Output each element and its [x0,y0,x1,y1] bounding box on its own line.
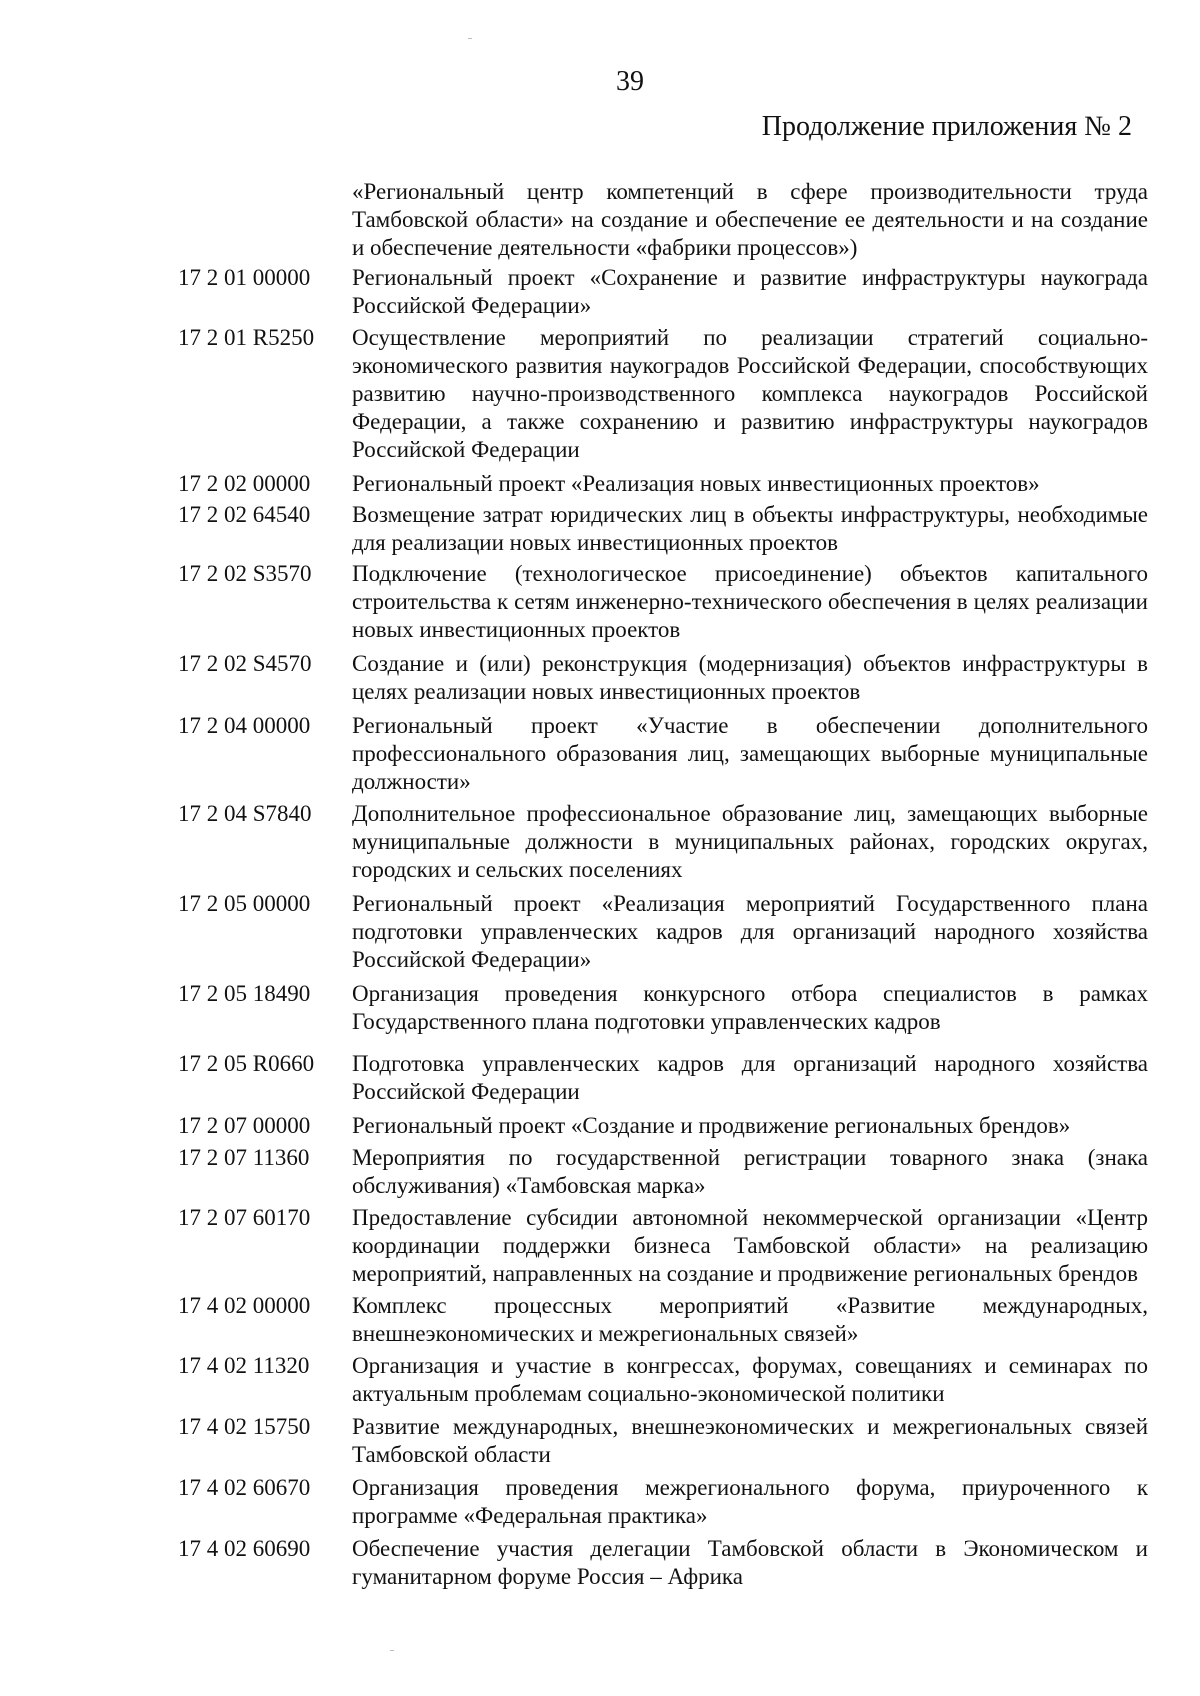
table-row [0,1112,1200,1140]
scan-mark [390,1650,394,1651]
table-row [0,712,1200,796]
classification-code: 17 2 02 S4570 [178,651,312,676]
table-row [0,1535,1200,1591]
classification-code: 17 2 01 R5250 [178,325,315,350]
classification-code: 17 2 05 00000 [178,891,311,916]
classification-code: 17 2 05 18490 [178,981,311,1006]
table-row [0,1413,1200,1469]
table-row [0,470,1200,498]
table-row [0,890,1200,974]
table-row [0,1050,1200,1106]
classification-code: 17 2 07 60170 [178,1205,311,1230]
classification-description: Предоставление субсидии автономной некоммерческой организации «Центр координации поддержки бизнеса Тамбовской области» на реализацию мероприятий, направленных на создание и продвижение региональных брендов [352,1205,1148,1286]
appendix-header: Продолжение приложения № 2 [761,111,1132,142]
table-row [0,264,1200,320]
table-row [0,501,1200,557]
classification-description: Создание и (или) реконструкция (модернизация) объектов инфраструктуры в целях реализации новых инвестиционных проектов [352,651,1148,704]
classification-description: Осуществление мероприятий по реализации стратегий социально-экономического развития наукоградов Российской Федерации, способствующих развитию научно-производственного комплекса наукоградов Российской Федерации, а также сохранению и развитию инфраструктуры наукоградов Российской Федерации [352,325,1148,462]
table-row [0,980,1200,1036]
classification-description: Региональный проект «Реализация новых инвестиционных проектов» [352,471,1040,496]
classification-code: 17 2 01 00000 [178,265,311,290]
budget-classification-list [0,178,1200,1596]
classification-description: Региональный проект «Создание и продвижение региональных брендов» [352,1113,1071,1138]
table-row [0,1352,1200,1408]
table-row [0,1144,1200,1200]
classification-code: 17 4 02 60690 [178,1536,311,1561]
classification-description: Комплекс процессных мероприятий «Развитие международных, внешнеэкономических и межрегиональных связей» [352,1293,1148,1346]
classification-code: 17 4 02 15750 [178,1414,311,1439]
classification-description: «Региональный центр компетенций в сфере производительности труда Тамбовской области» на создание и обеспечение ее деятельности и на создание и обеспечение деятельности «фабрики процессов») [352,179,1148,260]
classification-code: 17 4 02 00000 [178,1293,311,1318]
table-row [0,178,1200,262]
classification-code: 17 2 02 00000 [178,471,311,496]
table-row [0,1292,1200,1348]
table-row [0,1474,1200,1530]
classification-code: 17 2 07 11360 [178,1145,310,1170]
classification-code: 17 2 02 64540 [178,502,311,527]
table-row [0,560,1200,644]
classification-description: Региональный проект «Реализация мероприятий Государственного плана подготовки управленческих кадров для организаций народного хозяйства Российской Федерации» [352,891,1148,972]
classification-code: 17 2 07 00000 [178,1113,311,1138]
classification-description: Организация проведения конкурсного отбора специалистов в рамках Государственного плана подготовки управленческих кадров [352,981,1148,1034]
classification-description: Обеспечение участия делегации Тамбовской области в Экономическом и гуманитарном форуме Россия – Африка [352,1536,1148,1589]
classification-description: Дополнительное профессиональное образование лиц, замещающих выборные муниципальные должности в муниципальных районах, городских округах, городских и сельских поселениях [352,801,1148,882]
table-row [0,1204,1200,1288]
classification-description: Подготовка управленческих кадров для организаций народного хозяйства Российской Федерации [352,1051,1148,1104]
classification-description: Подключение (технологическое присоединение) объектов капитального строительства к сетям инженерно-технического обеспечения в целях реализации новых инвестиционных проектов [352,561,1148,642]
table-row [0,324,1200,464]
classification-code: 17 2 05 R0660 [178,1051,315,1076]
classification-code: 17 4 02 11320 [178,1353,310,1378]
table-row [0,800,1200,884]
classification-description: Региональный проект «Участие в обеспечении дополнительного профессионального образования лиц, замещающих выборные муниципальные должности» [352,713,1148,794]
classification-code: 17 4 02 60670 [178,1475,311,1500]
classification-code: 17 2 02 S3570 [178,561,312,586]
scan-mark [468,38,472,39]
classification-description: Организация проведения межрегионального форума, приуроченного к программе «Федеральная практика» [352,1475,1148,1528]
classification-description: Возмещение затрат юридических лиц в объекты инфраструктуры, необходимые для реализации новых инвестиционных проектов [352,502,1148,555]
classification-description: Организация и участие в конгрессах, форумах, совещаниях и семинарах по актуальным проблемам социально-экономической политики [352,1353,1148,1406]
classification-description: Развитие международных, внешнеэкономических и межрегиональных связей Тамбовской области [352,1414,1148,1467]
classification-code: 17 2 04 00000 [178,713,311,738]
page-number: 39 [616,66,644,97]
classification-description: Региональный проект «Сохранение и развитие инфраструктуры наукограда Российской Федерации» [352,265,1148,318]
classification-code: 17 2 04 S7840 [178,801,312,826]
classification-description: Мероприятия по государственной регистрации товарного знака (знака обслуживания) «Тамбовская марка» [352,1145,1148,1198]
table-row [0,650,1200,706]
